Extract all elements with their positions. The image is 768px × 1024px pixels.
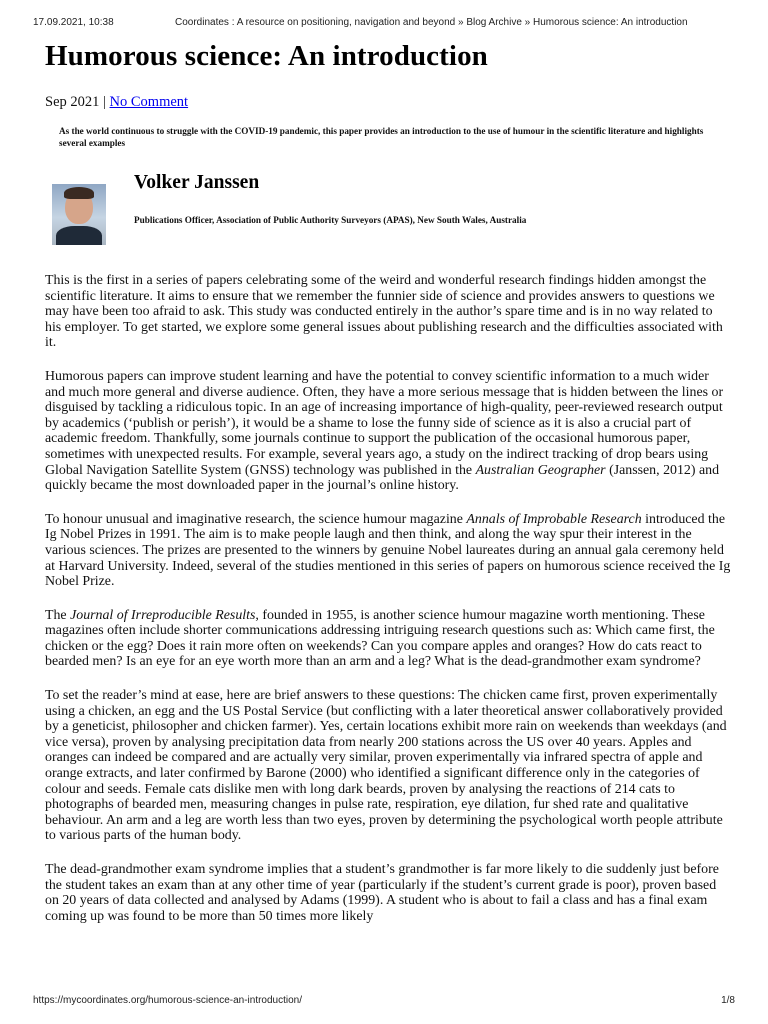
body-paragraph xyxy=(45,512,731,590)
author-name: Volker Janssen xyxy=(134,172,260,193)
body-paragraph xyxy=(45,608,731,670)
body-paragraph xyxy=(45,273,731,351)
print-url: https://mycoordinates.org/humorous-science-an-introduction/ xyxy=(33,995,303,1006)
author-photo-shoulders xyxy=(56,226,102,245)
article-abstract: As the world continuous to struggle with the COVID-19 pandemic, this paper provides an introduction to the use of humour in the scientific literature and highlights several examples xyxy=(59,126,704,148)
body-paragraph xyxy=(45,369,731,494)
article-date: Sep 2021 xyxy=(45,94,100,110)
meta-separator: | xyxy=(99,94,110,110)
body-paragraph xyxy=(45,688,731,844)
paragraph-text: , founded in 1955, is another science humour magazine worth mentioning. These magazines often include shorter communications addressing intriguing research questions such as: Which came first, the chicken or the egg? Does it rain more often on weekends? Can you compare apples and oranges? How do cats react to bearded men? Is an eye for an eye worth more than an arm and a leg? What is the dead-grandmother exam syndrome? xyxy=(45,607,715,670)
paragraph-text: introduced the Ig Nobel Prizes in 1991. The aim is to make people laugh and then think, and along the way spur their interest in the various sciences. The prizes are presented to the winners by genuine Nobel laureates during an annual gala ceremony held at Harvard University. Indeed, several of the studies mentioned in this series of papers on humorous science received the Ig Nobel Prize. xyxy=(45,511,731,590)
author-photo-hair xyxy=(64,187,94,199)
print-page-number: 1/8 xyxy=(721,995,735,1006)
paragraph-text: This is the first in a series of papers celebrating some of the weird and wonderful research findings hidden amongst the scientific literature. It aims to ensure that we remember the funnier side of science and provides answers to questions we may have been too afraid to ask. This study was conducted entirely in the author’s spare time and is in no way related to his employer. To get started, we explore some general issues about publishing research and the difficulties associated with it. xyxy=(45,273,723,351)
body-paragraph xyxy=(45,862,731,924)
author-affiliation: Publications Officer, Association of Public Authority Surveyors (APAS), New South Wales, Australia xyxy=(134,215,527,225)
print-page-title: Coordinates : A resource on positioning, navigation and beyond » Blog Archive » Humorous science: An introduction xyxy=(175,17,688,28)
paragraph-text: (Janssen, 2012) and quickly became the most downloaded paper in the journal’s online history. xyxy=(45,462,720,494)
comment-link[interactable]: No Comment xyxy=(109,94,189,110)
paragraph-text: To set the reader’s mind at ease, here are brief answers to these questions: The chicken came first, proven experimentally using a chicken, an egg and the US Postal Service (but conflicting with a later theoretical answer collaboratively provided by a geneticist, philosopher and chicken farmer). Yes, certain locations exhibit more rain on weekends than weekdays (and vice versa), proven by analysing precipitation data from nearly 200 stations across the US over 40 years. Apples and oranges can indeed be compared and are actually very similar, proven experimentally via infrared spectra of apple and orange extracts, and later confirmed by Barone (2000) who identified a significant difference only in the categories of colour and seeds. Female cats dislike men with long dark beards, proven by analysing the reactions of 214 cats to photographs of bearded men, measuring changes in pulse rate, respiration, eye dilation, fur shed rate and qualitative behaviour. An arm and a leg are worth less than two eyes, proven by determining the psychological worth people attribute to various parts of the human body. xyxy=(45,688,727,844)
article-meta xyxy=(45,94,188,111)
italic-title: Australian Geographer xyxy=(475,462,606,478)
print-datetime: 17.09.2021, 10:38 xyxy=(33,17,114,28)
paragraph-text: Humorous papers can improve student learning and have the potential to convey scientific information to a much wider and much more general and diverse audience. Often, they have a more serious message that is hidden between the lines or disguised by tackling a ridiculous topic. In an age of increasing importance of high-quality, peer-reviewed research output by academics (‘publish or perish’), it would be a shame to lose the funny side of science as it is also a crucial part of academic freedom. Thankfully, some journals continue to support the publication of the occasional humorous paper, sometimes with unexpected results. For example, several years ago, a study on the indirect tracking of drop bears using Global Navigation Satellite System (GNSS) technology was published in the xyxy=(45,368,724,478)
article-body xyxy=(45,273,731,942)
article-title: Humorous science: An introduction xyxy=(45,40,488,72)
italic-title: Annals of Improbable Research xyxy=(466,511,642,527)
paragraph-text: The xyxy=(45,607,71,623)
paragraph-text: To honour unusual and imaginative research, the science humour magazine xyxy=(45,511,467,527)
italic-title: Journal of Irreproducible Results xyxy=(70,607,256,623)
paragraph-text: The dead-grandmother exam syndrome implies that a student’s grandmother is far more likely to die suddenly just before the student takes an exam than at any other time of year (particularly if the student’s current grade is poor), proven based on 20 years of data collected and analysed by Adams (1999). A student who is about to fail a class and has a final exam coming up was found to be more than 50 times more likely xyxy=(45,862,719,924)
author-photo xyxy=(52,184,106,245)
